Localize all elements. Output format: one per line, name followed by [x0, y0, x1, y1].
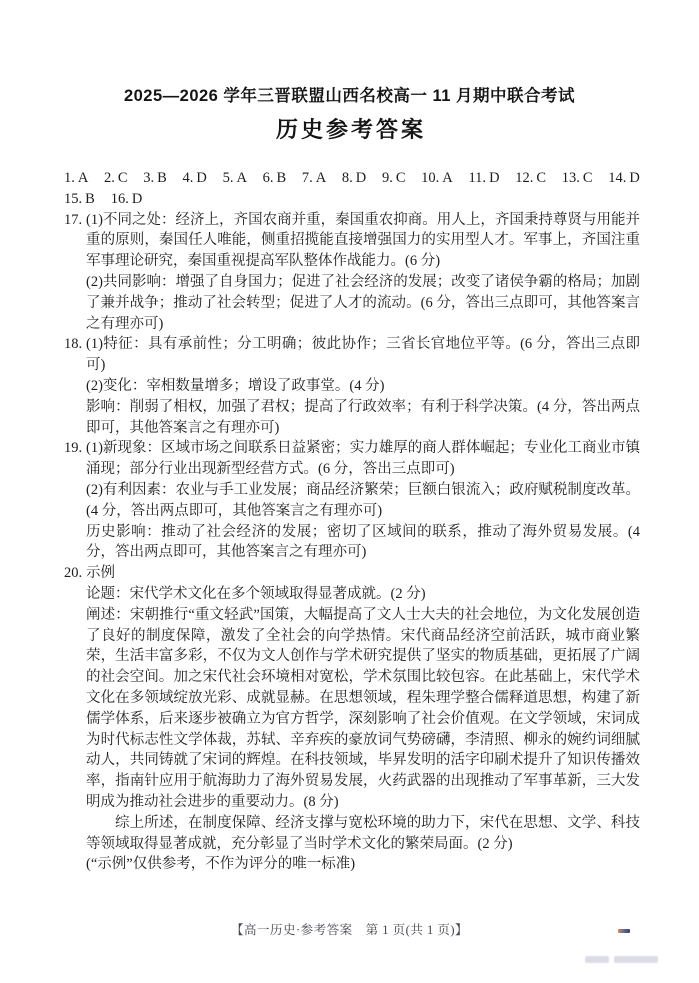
choice-answers-row-1	[64, 168, 640, 189]
exam-title: 2025—2026 学年三晋联盟山西名校高一 11 月期中联合考试	[123, 87, 576, 105]
answer-text: (“示例”仅供参考，不作为评分的唯一标准)	[86, 856, 356, 873]
answer-text: (2)共同影响：增强了自身国力；促进了社会经济的发展；改变了诸侯争霸的格局；加剧了兼并战争；推动了社会转型；促进了人才的流动。(6 分，答出三点即可，其他答案言之有理亦可)	[86, 273, 640, 332]
question-number: 8.	[341, 170, 353, 186]
answers-content	[64, 168, 640, 875]
choice-answer	[608, 168, 640, 189]
question-number: 2.	[104, 170, 115, 186]
question-number: 4.	[182, 170, 194, 186]
choice-answer	[421, 168, 453, 189]
answer-letter: A	[77, 170, 89, 186]
choice-answer	[263, 168, 287, 189]
answer-text: (1)新现象：区域市场之间联系日益紧密；实力雄厚的商人群体崛起；专业化工商业市镇涌现；部分行业出现新型经营方式。(6 分，答出三点即可)	[86, 440, 640, 478]
answer-letter: C	[582, 170, 593, 186]
answer-paragraph	[86, 605, 640, 813]
choice-answer	[111, 189, 143, 210]
question-number: 14.	[608, 170, 627, 186]
answer-text: 阐述：宋朝推行“重文轻武”国策，大幅提高了文人士大夫的社会地位，为文化发展创造了良好的制度保障，激发了全社会的向学热情。宋代商品经济空前活跃，城市商业繁荣，生活丰富多彩，不仅为文人创作与学术研究提供了坚实的物质基础，更拓展了广阔的社会空间。加之宋代社会环境相对宽松，学术氛围比较包容。在此基础上，宋代学术文化在多领域绽放光彩、成就显赫。在思想领域，程朱理学整合儒释道思想，构建了新儒学体系，后来逐步被确立为官方哲学，深刻影响了社会价值观。在文学领域，宋词成为时代标志性文学体裁，苏轼、辛弃疾的豪放词气势磅礴，李清照、柳永的婉约词细腻动人，共同铸就了宋词的辉煌。在科技领域，毕昇发明的活字印刷术提升了知识传播效率，指南针应用于航海助力了海外贸易发展，火药武器的出现推动了军事革新，三大发明成为推动社会进步的重要动力。(8 分)	[86, 606, 640, 810]
question-number: 17.	[64, 211, 83, 228]
question-number: 6.	[262, 170, 274, 186]
answer-letter: B	[85, 190, 95, 207]
question-number: 1.	[64, 170, 75, 186]
answer-text: 影响：削弱了相权，加强了君权；提高了行政效率；有利于科学决策。(4 分，答出两点即可，其他答案言之有理亦可)	[86, 398, 640, 436]
choice-answer	[223, 168, 247, 189]
choice-answer	[342, 168, 366, 189]
question-number: 3.	[143, 170, 155, 186]
answer-letter: A	[442, 170, 453, 186]
answer-paragraph	[86, 813, 640, 855]
choice-answer	[302, 168, 326, 189]
choice-answer	[515, 168, 546, 189]
tiny-logo-mark	[618, 929, 630, 933]
choice-answer	[104, 168, 128, 189]
answer-paragraph	[64, 438, 640, 480]
answer-text: 综上所述，在制度保障、经济支撑与宽松环境的助力下，宋代在思想、文学、科技等领域取得显著成就，充分彰显了当时学术文化的繁荣局面。(2 分)	[86, 814, 640, 852]
choice-answer	[468, 168, 499, 189]
subject-title: 历史参考答案	[275, 117, 426, 142]
answer-text: (1)特征：具有承前性；分工明确；彼此协作；三省长官地位平等。(6 分，答出三点即可)	[86, 336, 640, 374]
page-footer-label: 【高一历史·参考答案 第 1 页(共 1 页)】	[231, 923, 468, 937]
question-number: 11.	[468, 170, 487, 186]
answer-paragraph	[86, 522, 640, 564]
question-number: 12.	[515, 170, 534, 186]
question-number: 13.	[561, 170, 580, 186]
question-number: 16.	[110, 190, 129, 207]
answer-letter: D	[196, 170, 207, 186]
answer-text: 历史影响：推动了社会经济的发展；密切了区域间的联系，推动了海外贸易发展。(4 分，答出两点即可，其他答案言之有理亦可)	[86, 523, 640, 561]
answer-letter: D	[131, 190, 143, 207]
answer-letter: D	[489, 170, 500, 186]
answer-letter: D	[629, 170, 640, 186]
choice-answers-row-2	[64, 189, 640, 210]
answer-paragraph	[86, 584, 640, 605]
question-number: 15.	[64, 190, 83, 207]
choice-answer	[64, 168, 88, 189]
answer-letter: A	[315, 170, 327, 186]
page-header	[0, 0, 699, 144]
answer-letter: C	[117, 170, 128, 186]
answer-letter: B	[157, 170, 167, 186]
answer-letter: B	[276, 170, 287, 186]
choice-answer	[562, 168, 593, 189]
question-number: 9.	[381, 170, 393, 186]
choice-answer	[382, 168, 406, 189]
answer-paragraph	[86, 480, 640, 522]
question-number: 7.	[301, 170, 313, 186]
answer-text: 示例	[86, 565, 115, 582]
faint-watermark	[585, 956, 658, 963]
watermark-fragment	[585, 956, 609, 963]
choice-answer	[143, 168, 167, 189]
answer-letter: A	[236, 170, 247, 186]
choice-answer	[64, 189, 95, 210]
answer-text: 论题：宋代学术文化在多个领域取得显著成就。(2 分)	[86, 585, 426, 602]
free-response-answers	[64, 210, 640, 876]
question-number: 20.	[64, 565, 83, 582]
question-number: 18.	[64, 336, 83, 353]
question-number: 10.	[421, 170, 440, 186]
answer-paragraph	[64, 210, 640, 272]
answer-text: (2)变化：宰相数量增多；增设了政事堂。(4 分)	[86, 377, 385, 394]
answer-text: (1)不同之处：经济上，齐国农商并重，秦国重农抑商。用人上，齐国秉持尊贤与用能并重的原则，秦国任人唯能，侧重招揽能直接增强国力的实用型人才。军事上，齐国注重军事理论研究，秦国重视提高军队整体作战能力。(6 分)	[86, 211, 640, 270]
answer-paragraph	[86, 376, 640, 397]
answer-text: (2)有利因素：农业与手工业发展；商品经济繁荣；巨额白银流入；政府赋税制度改革。(4 分，答出两点即可，其他答案言之有理亦可)	[86, 481, 640, 519]
question-number: 5.	[222, 170, 234, 186]
question-number: 19.	[64, 440, 83, 457]
answer-paragraph	[86, 272, 640, 334]
answer-paragraph	[86, 854, 640, 875]
choice-answer	[183, 168, 207, 189]
answer-paragraph	[64, 563, 640, 584]
answer-paragraph	[64, 334, 640, 376]
answer-letter: C	[395, 170, 406, 186]
answer-letter: D	[355, 170, 367, 186]
watermark-fragment	[614, 956, 658, 963]
answer-letter: C	[536, 170, 547, 186]
answer-paragraph	[86, 397, 640, 439]
